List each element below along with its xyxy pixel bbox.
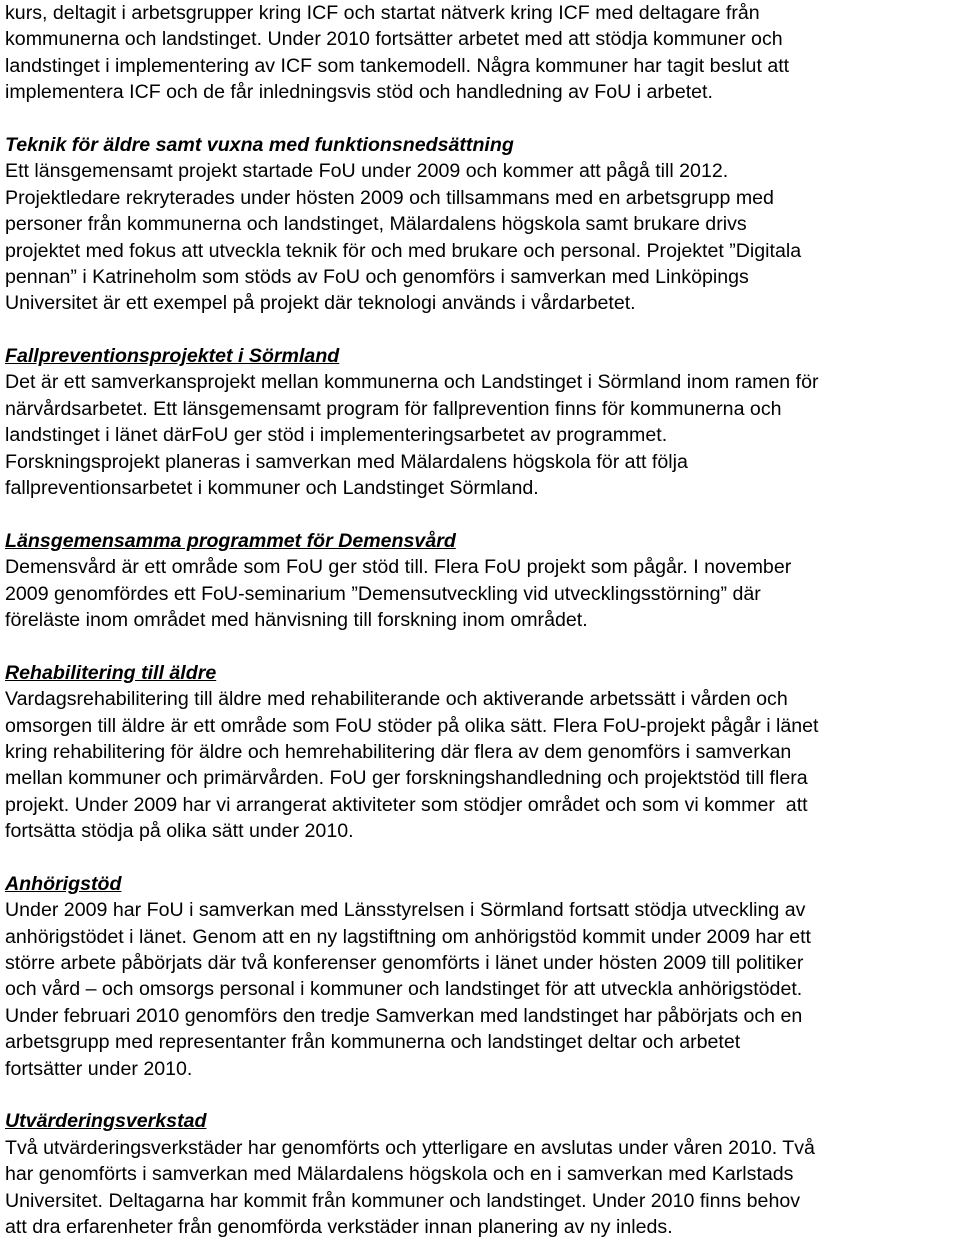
text-line: kring rehabilitering för äldre och hemrehabilitering där flera av dem genomförs i samverkan (5, 740, 792, 763)
paragraph-gap (5, 106, 960, 132)
paragraph-gap (5, 633, 960, 659)
text-line: fortsätter under 2010. (5, 1057, 193, 1080)
section-heading: Rehabilitering till äldre (5, 661, 217, 684)
text-line: fallpreventionsarbetet i kommuner och Landstinget Sörmland. (5, 477, 539, 500)
text-line: Två utvärderingsverkstäder har genomförts och ytterligare en avslutas under våren 2010. Två (5, 1136, 815, 1159)
text-line: 2009 genomfördes ett FoU-seminarium ”Demensutveckling vid utvecklingsstörning” där (5, 582, 761, 605)
section-rehabilitering (5, 660, 960, 845)
text-line: arbetsgrupp med representanter från kommunerna och landstinget deltar och arbetet (5, 1031, 741, 1054)
text-line: föreläste inom området med hänvisning till forskning inom området. (5, 608, 588, 631)
paragraph-gap (5, 317, 960, 343)
text-line: Det är ett samverkansprojekt mellan kommunerna och Landstinget i Sörmland inom ramen för (5, 371, 819, 394)
text-line: kurs, deltagit i arbetsgrupper kring ICF och startat nätverk kring ICF med deltagare från (5, 2, 760, 24)
section-heading: Länsgemensamma programmet för Demensvård (5, 529, 456, 552)
text-line: Vardagsrehabilitering till äldre med rehabiliterande och aktiverande arbetssätt i vården och (5, 688, 788, 711)
section-heading: Teknik för äldre samt vuxna med funktionsnedsättning (5, 133, 514, 156)
section-anhorigstod (5, 871, 960, 1082)
text-line: större arbete påbörjats där två konferenser genomförts i länet under hösten 2009 till politiker (5, 952, 804, 975)
text-line: Ett länsgemensamt projekt startade FoU under 2009 och kommer att pågå till 2012. (5, 160, 729, 183)
text-line: personer från kommunerna och landstinget, Mälardalens högskola samt brukare drivs (5, 213, 747, 236)
text-line: projekt. Under 2009 har vi arrangerat aktiviteter som stödjer området och som vi kommer att (5, 793, 808, 816)
text-line: att dra erfarenheter från genomförda verkstäder innan planering av ny inleds. (5, 1215, 673, 1238)
paragraph-gap (5, 845, 960, 871)
text-line: har genomförts i samverkan med Mälardalens högskola och en i samverkan med Karlstads (5, 1163, 794, 1186)
paragraph-gap (5, 1082, 960, 1108)
text-line: Demensvård är ett område som FoU ger stöd till. Flera FoU projekt som pågår. I november (5, 556, 792, 579)
text-line: Under 2009 har FoU i samverkan med Länsstyrelsen i Sörmland fortsatt stödja utveckling av (5, 899, 806, 922)
text-line: Under februari 2010 genomförs den tredje Samverkan med landstinget har påbörjats och en (5, 1004, 803, 1027)
text-line: mellan kommuner och primärvården. FoU ger forskningshandledning och projektstöd till flera (5, 767, 808, 790)
text-line: implementera ICF och de får inledningsvis stöd och handledning av FoU i arbetet. (5, 81, 713, 104)
section-teknik (5, 132, 960, 317)
text-line: landstinget i implementering av ICF som tankemodell. Några kommuner har tagit beslut att (5, 54, 790, 77)
text-line: Projektledare rekryterades under hösten 2009 och tillsammans med en arbetsgrupp med (5, 186, 774, 209)
paragraph-gap (5, 501, 960, 527)
text-line: Universitet. Deltagarna har kommit från kommuner och landstinget. Under 2010 finns behov (5, 1189, 801, 1212)
section-heading: Utvärderingsverkstad (5, 1110, 207, 1133)
text-line: projektet med fokus att utveckla teknik för och med brukare och personal. Projektet ”Digitala (5, 239, 802, 262)
text-line: Forskningsprojekt planeras i samverkan med Mälardalens högskola för att följa (5, 450, 688, 473)
text-line: omsorgen till äldre är ett område som FoU stöder på olika sätt. Flera FoU-projekt pågår i länet (5, 714, 819, 737)
text-line: anhörigstödet i länet. Genom att en ny lagstiftning om anhörigstöd kommit under 2009 har ett (5, 925, 811, 948)
section-heading: Anhörigstöd (5, 872, 122, 895)
text-line: landstinget i länet därFoU ger stöd i implementeringsarbetet av programmet. (5, 424, 668, 447)
text-line: pennan” i Katrineholm som stöds av FoU och genomförs i samverkan med Linköpings (5, 265, 749, 288)
section-demensvard (5, 528, 960, 634)
section-fallprevention (5, 343, 960, 501)
text-line: Universitet är ett exempel på projekt där teknologi används i vårdarbetet. (5, 292, 636, 315)
text-line: och vård – och omsorgs personal i kommuner och landstinget för att utveckla anhörigstödet. (5, 978, 803, 1001)
text-line: kommunerna och landstinget. Under 2010 fortsätter arbetet med att stödja kommuner och (5, 28, 783, 51)
section-utvarderingsverkstad (5, 1108, 960, 1240)
intro-paragraph (5, 0, 960, 106)
text-line: fortsätta stödja på olika sätt under 2010. (5, 820, 354, 843)
text-line: närvårdsarbetet. Ett länsgemensamt program för fallprevention finns för kommunerna och (5, 397, 782, 420)
section-heading: Fallpreventionsprojektet i Sörmland (5, 345, 340, 368)
